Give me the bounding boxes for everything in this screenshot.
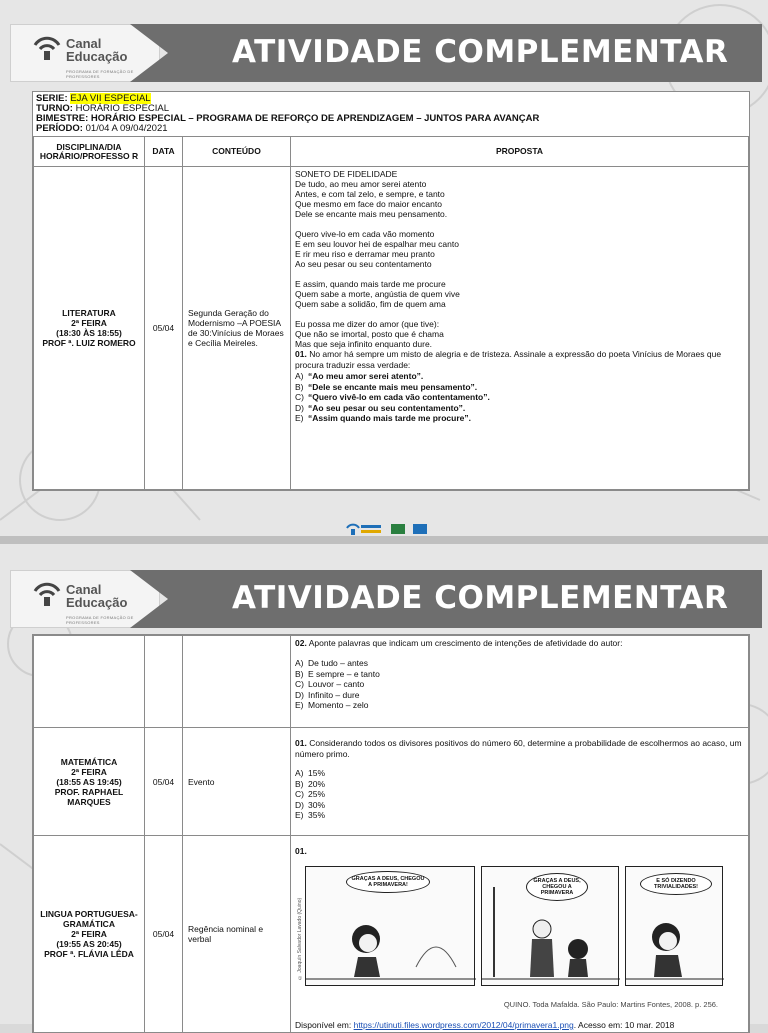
schedule-table bbox=[33, 136, 749, 490]
activity-sheet-continued bbox=[32, 634, 750, 1033]
speech-balloon: GRAÇAS A DEUS, CHEGOU A PRIMAVERA bbox=[526, 873, 588, 901]
poem-stanza-3: E assim, quando mais tarde me procure Quem sabe a morte, angústia de quem vive Quem sabe a solidão, fim de quem ama bbox=[295, 279, 460, 309]
math-options bbox=[295, 768, 744, 821]
poem-stanza-2: Quero vive-lo em cada vão momento E em seu louvor hei de espalhar meu canto E rir meu riso e derramar meu pranto Ao seu pesar ou seu contentamento bbox=[295, 229, 459, 269]
option-item: C) 25% bbox=[295, 789, 326, 799]
discipline-literatura: LITERATURA 2ª FEIRA (18:30 ÀS 18:55) PROF ª. LUIZ ROMERO bbox=[34, 167, 145, 490]
page-2 bbox=[0, 544, 768, 1030]
option-item: A) “Ao meu amor serei atento”. bbox=[295, 371, 424, 381]
option-item: A) De tudo – antes bbox=[295, 658, 369, 668]
wifi-icon bbox=[31, 577, 63, 607]
table-row bbox=[34, 636, 749, 728]
option-item: A) 15% bbox=[295, 768, 326, 778]
date-cell: 05/04 bbox=[145, 836, 183, 1033]
poem-title: SONETO DE FIDELIDADE bbox=[295, 169, 398, 179]
option-item: D) “Ao seu pesar ou seu contentamento”. bbox=[295, 402, 466, 413]
header-content: CONTEÚDO bbox=[183, 137, 291, 167]
canal-educacao-logo bbox=[10, 24, 160, 82]
option-item: E) Momento – zelo bbox=[295, 700, 369, 710]
meta-serie: SERIE: EJA VII ESPECIAL bbox=[36, 93, 151, 104]
governo-logo bbox=[412, 521, 428, 537]
schedule-table-continued bbox=[33, 635, 749, 1033]
proposal-cell bbox=[291, 167, 749, 490]
portugues-question: 01. bbox=[295, 846, 307, 856]
content-cell-empty bbox=[183, 636, 291, 728]
comic-panel-2 bbox=[481, 866, 619, 986]
discipline-cell-empty bbox=[34, 636, 145, 728]
date-cell-empty bbox=[145, 636, 183, 728]
table-row bbox=[34, 167, 749, 490]
option-item: D) Infinito – dure bbox=[295, 689, 360, 700]
poem-stanza-1: De tudo, ao meu amor serei atento Antes, e com tal zelo, e sempre, e tanto Que mesmo em face do maior encanto Dele se encante mais meu pensamento. bbox=[295, 179, 448, 219]
old-man-figure bbox=[482, 867, 620, 985]
date-cell: 05/04 bbox=[145, 728, 183, 836]
discipline-matematica: MATEMÁTICA 2ª FEIRA (18:55 AS 19:45) PROF. RAPHAEL MARQUES bbox=[34, 728, 145, 836]
logo-subtitle: PROGRAMA DE FORMAÇÃO DE PROFESSORES bbox=[66, 69, 134, 79]
header-proposal: PROPOSTA bbox=[291, 137, 749, 167]
canal-educacao-logo bbox=[10, 570, 160, 628]
option-item: C) “Quero vivê-lo em cada vão contentamento”. bbox=[295, 392, 490, 402]
poem-stanza-4: Eu possa me dizer do amor (que tive): Que não se imortal, posto que é chama Mas que seja infinito enquanto dure. bbox=[295, 319, 444, 349]
date-cell: 05/04 bbox=[145, 167, 183, 490]
source-link[interactable]: https://utinuti.files.wordpress.com/2012/04/primavera1.png bbox=[353, 1020, 574, 1030]
comic-copyright: © Joaquín Salvador Lavado (Quino) bbox=[297, 897, 303, 980]
logo-text: Canal Educação bbox=[66, 582, 128, 610]
sheet-meta bbox=[33, 92, 749, 136]
serie-value: EJA VII ESPECIAL bbox=[70, 93, 151, 104]
option-item: E) “Assim quando mais tarde me procure”. bbox=[295, 413, 471, 423]
table-row bbox=[34, 836, 749, 1033]
table-row bbox=[34, 728, 749, 836]
logo-text bbox=[66, 37, 127, 63]
logo-subtitle: PROGRAMA DE FORMAÇÃO DE PROFESSORES bbox=[66, 615, 134, 625]
option-item: C) Louvor – canto bbox=[295, 679, 365, 689]
content-cell: Evento bbox=[183, 728, 291, 836]
option-item: B) E sempre – e tanto bbox=[295, 668, 380, 679]
question-1-options bbox=[295, 371, 744, 424]
logo-line-2: Educação bbox=[66, 49, 128, 64]
speech-balloon: GRAÇAS A DEUS, CHEGOU A PRIMAVERA! bbox=[346, 871, 430, 893]
page-gap bbox=[0, 536, 768, 544]
proposal-cell bbox=[291, 636, 749, 728]
table-header-row bbox=[34, 137, 749, 167]
mafalda-comic-strip bbox=[295, 866, 723, 998]
question-2: 02. Aponte palavras que indicam um crescimento de intenções de afetividade do autor: bbox=[295, 638, 623, 648]
wifi-icon bbox=[31, 31, 63, 61]
header-date: DATA bbox=[145, 137, 183, 167]
mafalda-figure bbox=[626, 867, 724, 985]
activity-sheet bbox=[32, 91, 750, 491]
logo-line-1: Canal bbox=[66, 36, 102, 51]
meta-periodo: PERÍODO: 01/04 A 09/04/2021 bbox=[36, 123, 168, 134]
meta-bimestre: BIMESTRE: HORÁRIO ESPECIAL – PROGRAMA DE REFORÇO DE APRENDIZAGEM – JUNTOS PARA AVANÇAR bbox=[36, 113, 540, 124]
question-2-options bbox=[295, 658, 744, 711]
option-item: B) 20% bbox=[295, 778, 326, 789]
speech-balloon: E SÓ DIZENDO TRIVIALIDADES! bbox=[640, 873, 712, 895]
comic-credit: QUINO. Toda Mafalda. São Paulo: Martins Fontes, 2008. p. 256. bbox=[503, 1000, 718, 1009]
meta-turno: TURNO: HORÁRIO ESPECIAL bbox=[36, 103, 170, 114]
seduc-logo bbox=[390, 521, 406, 537]
header-banner bbox=[10, 24, 762, 82]
content-cell: Segunda Geração do Modernismo –A POESIA de 30:Vinícius de Moraes e Cecília Meireles. bbox=[183, 167, 291, 490]
discipline-portugues: LINGUA PORTUGUESA- GRAMÁTICA 2ª FEIRA (19:55 AS 20:45) PROF ª. FLÁVIA LÊDA bbox=[34, 836, 145, 1033]
header-banner bbox=[10, 570, 762, 628]
content-cell: Regência nominal e verbal bbox=[183, 836, 291, 1033]
option-item: E) 35% bbox=[295, 810, 326, 820]
comic-source: Disponível em: https://utinuti.files.wordpress.com/2012/04/primavera1.png. Acesso em: 10 mar. 2018 bbox=[295, 1020, 675, 1030]
page-title: ATIVIDADE COMPLEMENTAR bbox=[232, 34, 729, 70]
header-discipline: DISCIPLINA/DIA HORÁRIO/PROFESSO R bbox=[34, 137, 145, 167]
option-item: B) “Dele se encante mais meu pensamento”. bbox=[295, 381, 478, 392]
proposal-cell bbox=[291, 836, 749, 1033]
math-question: 01. Considerando todos os divisores positivos do número 60, determine a probabilidade de escolhermos ao acaso, um número primo. bbox=[295, 738, 742, 759]
page-title: ATIVIDADE COMPLEMENTAR bbox=[232, 580, 729, 616]
proposal-cell bbox=[291, 728, 749, 836]
question-1: 01. No amor há sempre um misto de alegria e de tristeza. Assinale a expressão do poeta Vinícius de Moraes que procura traduzir essa verdade: bbox=[295, 349, 722, 370]
comic-panel-1 bbox=[305, 866, 475, 986]
comic-panel-3 bbox=[625, 866, 723, 986]
option-item: D) 30% bbox=[295, 799, 326, 810]
mafalda-figure bbox=[306, 867, 476, 985]
